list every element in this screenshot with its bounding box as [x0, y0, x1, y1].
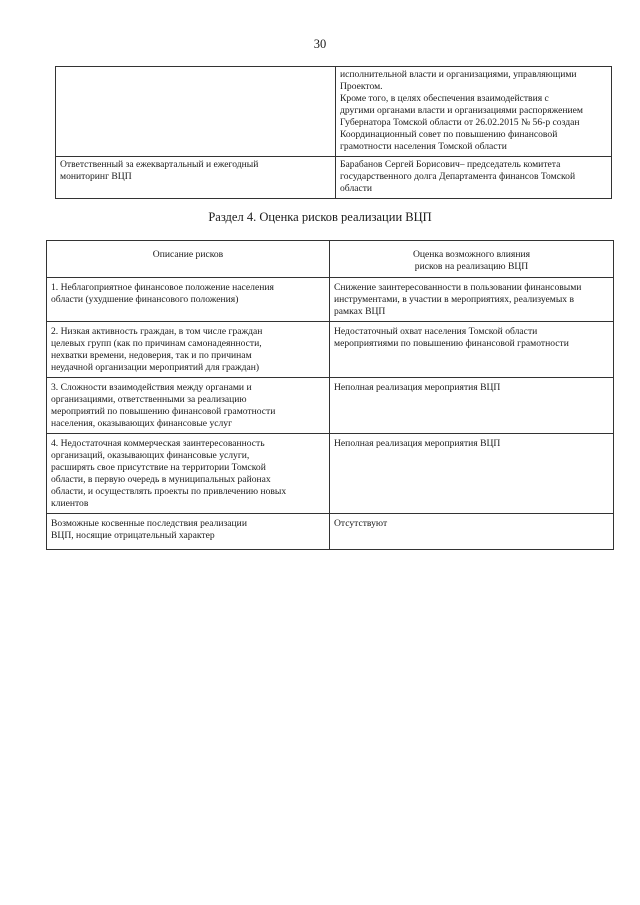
table-row [56, 67, 612, 157]
continuation-table [55, 66, 612, 199]
table-cell [330, 278, 614, 322]
table-row [47, 322, 614, 378]
cell-line: Неполная реализация мероприятия ВЦП [334, 382, 501, 393]
page-number: 30 [313, 37, 327, 51]
cell-line: 3. Сложности взаимодействия между органами и [51, 382, 252, 393]
table-cell [336, 157, 612, 199]
table-cell [47, 278, 330, 322]
table-row [47, 434, 614, 514]
cell-line: государственного долга Департамента финансов Томской [340, 171, 576, 182]
cell-line: Возможные косвенные последствия реализации [51, 518, 247, 529]
header-line: Описание рисков [152, 249, 224, 260]
cell-line: Проектом. [340, 81, 383, 92]
cell-line: грамотности населения Томской области [340, 141, 507, 152]
cell-line: 4. Недостаточная коммерческая заинтересованность [51, 438, 265, 449]
cell-line: Губернатора Томской области от 26.02.2015 № 56-р создан [340, 117, 580, 128]
cell-line: мероприятий по повышению финансовой грамотности [51, 406, 276, 417]
header-line: Оценка возможного влияния [412, 249, 531, 260]
table-row [56, 157, 612, 199]
cell-line: исполнительной власти и организациями, управляющими [340, 69, 577, 80]
header-cell [47, 241, 330, 278]
table-cell [47, 514, 330, 550]
header-line: рисков на реализацию ВЦП [414, 261, 529, 272]
table-cell-empty [56, 67, 336, 157]
cell-line: клиентов [51, 498, 89, 509]
cell-line: организациями, ответственными за реализацию [51, 394, 247, 405]
cell-line: 2. Низкая активность граждан, в том числе граждан [51, 326, 263, 337]
table-cell [47, 434, 330, 514]
table-cell [56, 157, 336, 199]
cell-line: Ответственный за ежеквартальный и ежегодный [60, 159, 259, 170]
table-cell [47, 378, 330, 434]
cell-line: целевых групп (как по причинам самонадеянности, [51, 338, 262, 349]
table-cell [47, 322, 330, 378]
cell-line: Неполная реализация мероприятия ВЦП [334, 438, 501, 449]
table-cell [330, 514, 614, 550]
header-cell [330, 241, 614, 278]
cell-line: Кроме того, в целях обеспечения взаимодействия с [340, 93, 549, 104]
table-row [47, 514, 614, 550]
risk-table [46, 240, 614, 550]
cell-line: области, в первую очередь в муниципальных районах [51, 474, 271, 485]
cell-line: мониторинг ВЦП [60, 171, 132, 182]
cell-line: рамках ВЦП [334, 306, 386, 317]
table-cell [330, 378, 614, 434]
cell-line: Снижение заинтересованности в пользовании финансовыми [334, 282, 582, 293]
cell-line: неудачной организации мероприятий для граждан) [51, 362, 260, 373]
cell-line: ВЦП, носящие отрицательный характер [51, 530, 215, 541]
table-cell [330, 434, 614, 514]
cell-line: 1. Неблагоприятное финансовое положение населения [51, 282, 274, 293]
cell-line: области, и осуществлять проекты по привлечению новых [51, 486, 287, 497]
section-title: Раздел 4. Оценка рисков реализации ВЦП [208, 210, 432, 224]
cell-line: мероприятиями по повышению финансовой грамотности [334, 338, 569, 349]
cell-line: инструментами, в участии в мероприятиях, реализуемых в [334, 294, 574, 305]
table-cell [336, 67, 612, 157]
cell-line: Недостаточный охват населения Томской области [334, 326, 538, 337]
cell-line: Барабанов Сергей Борисович– председатель комитета [340, 159, 561, 170]
table-cell [330, 322, 614, 378]
table-row [47, 378, 614, 434]
table-row [47, 278, 614, 322]
cell-line: организаций, оказывающих финансовые услуги, [51, 450, 250, 461]
cell-line: другими органами власти и организациями распоряжением [340, 105, 583, 116]
cell-line: нехватки времени, недоверия, так и по причинам [51, 350, 252, 361]
cell-line: области [340, 183, 373, 194]
cell-line: области (ухудшение финансового положения) [51, 294, 239, 305]
table-header-row [47, 241, 614, 278]
cell-line: Отсутствуют [334, 518, 388, 529]
cell-line: населения, оказывающих финансовые услуг [51, 418, 233, 429]
cell-line: расширять свое присутствие на территории Томской [51, 462, 266, 473]
cell-line: Координационный совет по повышению финансовой [340, 129, 558, 140]
